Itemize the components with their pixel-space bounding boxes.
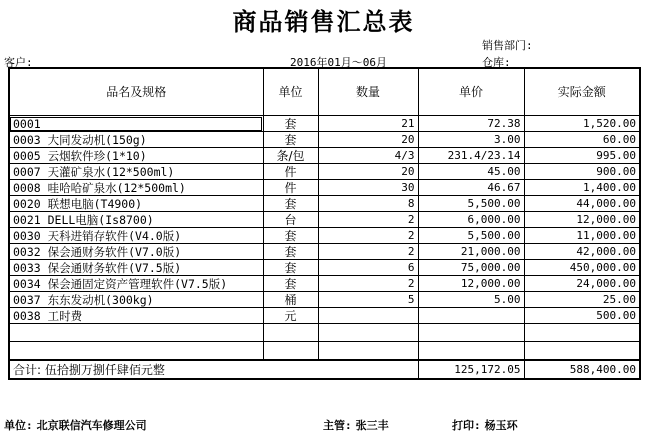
table-row	[9, 228, 640, 244]
cell-price[interactable]	[418, 308, 524, 324]
cell-price[interactable]: 5,500.00	[418, 228, 524, 244]
cell-price[interactable]: 3.00	[418, 132, 524, 148]
cell-unit[interactable]: 元	[263, 308, 318, 324]
cell-price[interactable]: 21,000.00	[418, 244, 524, 260]
table-row	[9, 244, 640, 260]
cell-name[interactable]: 0033 保会通财务软件(V7.5版)	[9, 260, 263, 276]
cell-amount[interactable]	[524, 342, 640, 361]
table-row	[9, 308, 640, 324]
table-row	[9, 196, 640, 212]
table-row	[9, 148, 640, 164]
cell-amount[interactable]: 500.00	[524, 308, 640, 324]
cell-price[interactable]: 5.00	[418, 292, 524, 308]
column-header-qty: 数量	[318, 68, 418, 116]
cell-unit[interactable]: 套	[263, 276, 318, 292]
cell-unit[interactable]	[263, 342, 318, 361]
footer-printer-value: 杨玉环	[484, 419, 518, 432]
cell-price[interactable]: 46.67	[418, 180, 524, 196]
table-row	[9, 164, 640, 180]
page-title: 商品销售汇总表	[232, 8, 415, 36]
cell-amount[interactable]: 24,000.00	[524, 276, 640, 292]
cell-qty[interactable]: 4/3	[318, 148, 418, 164]
cell-qty[interactable]: 20	[318, 164, 418, 180]
cell-unit[interactable]: 台	[263, 212, 318, 228]
cell-name[interactable]: 0003 大同发动机(150g)	[9, 132, 263, 148]
cell-price[interactable]: 12,000.00	[418, 276, 524, 292]
cell-qty[interactable]: 8	[318, 196, 418, 212]
cell-amount[interactable]: 12,000.00	[524, 212, 640, 228]
cell-qty[interactable]: 2	[318, 244, 418, 260]
total-amount-sum: 588,400.00	[524, 360, 640, 379]
total-row	[9, 360, 640, 379]
cell-amount[interactable]: 995.00	[524, 148, 640, 164]
cell-amount[interactable]: 900.00	[524, 164, 640, 180]
table-header-row	[9, 68, 640, 116]
total-price-sum: 125,172.05	[418, 360, 524, 379]
cell-price[interactable]: 45.00	[418, 164, 524, 180]
cell-unit[interactable]: 套	[263, 260, 318, 276]
footer-supervisor-value: 张三丰	[355, 419, 389, 432]
table-row	[9, 260, 640, 276]
blank-row	[9, 342, 640, 361]
department-label: 销售部门:	[482, 39, 533, 52]
cell-unit[interactable]	[263, 324, 318, 342]
blank-row	[9, 324, 640, 342]
cell-amount[interactable]: 60.00	[524, 132, 640, 148]
cell-price[interactable]	[418, 324, 524, 342]
cell-price[interactable]: 231.4/23.14	[418, 148, 524, 164]
footer-supervisor-label: 主管:	[323, 419, 352, 432]
cell-qty[interactable]: 6	[318, 260, 418, 276]
sales-summary-table	[8, 67, 641, 380]
table-row	[9, 292, 640, 308]
warehouse-label: 仓库:	[482, 56, 511, 69]
cell-qty[interactable]: 20	[318, 132, 418, 148]
footer-unit-value: 北京联信汽车修理公司	[36, 419, 147, 432]
cell-price[interactable]: 75,000.00	[418, 260, 524, 276]
cell-qty[interactable]	[318, 324, 418, 342]
period-label: 2016年01月～06月	[290, 56, 387, 69]
cell-name[interactable]: 0030 天科进销存软件(V4.0版)	[9, 228, 263, 244]
cell-amount[interactable]: 42,000.00	[524, 244, 640, 260]
cell-qty[interactable]: 5	[318, 292, 418, 308]
column-header-unit: 单位	[263, 68, 318, 116]
table-row	[9, 132, 640, 148]
cell-qty[interactable]: 2	[318, 276, 418, 292]
footer-printer-label: 打印:	[452, 419, 481, 432]
table-row	[9, 180, 640, 196]
cell-qty[interactable]: 21	[318, 116, 418, 132]
total-label: 合计: 伍拾捌万捌仟肆佰元整	[9, 360, 418, 379]
cell-unit[interactable]: 套	[263, 196, 318, 212]
cell-name[interactable]: 0034 保会通固定资产管理软件(V7.5版)	[9, 276, 263, 292]
cell-name[interactable]: 0001	[9, 116, 263, 132]
cell-amount[interactable]: 1,400.00	[524, 180, 640, 196]
cell-amount[interactable]: 450,000.00	[524, 260, 640, 276]
cell-price[interactable]: 72.38	[418, 116, 524, 132]
cell-name[interactable]: 0021 DELL电脑(Is8700)	[9, 212, 263, 228]
cell-unit[interactable]: 套	[263, 116, 318, 132]
cell-amount[interactable]: 44,000.00	[524, 196, 640, 212]
cell-unit[interactable]: 套	[263, 244, 318, 260]
footer-printer	[452, 417, 518, 433]
cell-qty[interactable]: 30	[318, 180, 418, 196]
cell-price[interactable]: 5,500.00	[418, 196, 524, 212]
department-field	[482, 37, 537, 53]
cell-name[interactable]: 0007 天灌矿泉水(12*500ml)	[9, 164, 263, 180]
cell-unit[interactable]: 件	[263, 180, 318, 196]
column-header-price: 单价	[418, 68, 524, 116]
cell-name[interactable]: 0037 东东发动机(300kg)	[9, 292, 263, 308]
cell-price[interactable]	[418, 342, 524, 361]
cell-unit[interactable]: 套	[263, 132, 318, 148]
cell-amount[interactable]: 25.00	[524, 292, 640, 308]
cell-name[interactable]	[9, 342, 263, 361]
footer-supervisor	[323, 417, 389, 433]
cell-name[interactable]: 0020 联想电脑(T4900)	[9, 196, 263, 212]
cell-amount[interactable]	[524, 324, 640, 342]
customer-label: 客户:	[4, 56, 33, 69]
cell-qty[interactable]	[318, 342, 418, 361]
cell-name[interactable]: 0032 保会通财务软件(V7.0版)	[9, 244, 263, 260]
column-header-amount: 实际金额	[524, 68, 640, 116]
cell-qty[interactable]: 2	[318, 228, 418, 244]
cell-unit[interactable]: 套	[263, 228, 318, 244]
column-header-name: 品名及规格	[9, 68, 263, 116]
cell-price[interactable]: 6,000.00	[418, 212, 524, 228]
cell-amount[interactable]: 1,520.00	[524, 116, 640, 132]
cell-name[interactable]: 0005 云烟软件珍(1*10)	[9, 148, 263, 164]
table-row	[9, 116, 640, 132]
cell-name[interactable]: 0008 哇哈哈矿泉水(12*500ml)	[9, 180, 263, 196]
cell-unit[interactable]: 桶	[263, 292, 318, 308]
cell-qty[interactable]: 2	[318, 212, 418, 228]
cell-amount[interactable]: 11,000.00	[524, 228, 640, 244]
cell-name[interactable]	[9, 324, 263, 342]
cell-unit[interactable]: 条/包	[263, 148, 318, 164]
cell-qty[interactable]	[318, 308, 418, 324]
table-row	[9, 276, 640, 292]
footer-unit-label: 单位:	[4, 419, 33, 432]
cell-name[interactable]: 0038 工时费	[9, 308, 263, 324]
cell-unit[interactable]: 件	[263, 164, 318, 180]
table-row	[9, 212, 640, 228]
footer-unit	[4, 417, 147, 433]
